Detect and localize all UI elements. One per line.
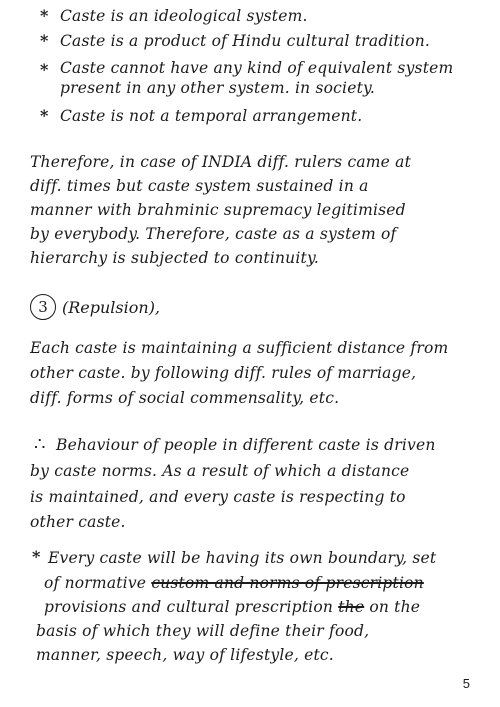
bullet-star-icon: *: [40, 106, 49, 125]
paragraph-line: Every caste will be having its own boundary, set: [48, 549, 437, 567]
section-title: (Repulsion),: [62, 297, 161, 317]
paragraph-line: other caste.: [30, 513, 126, 531]
paragraph-line: manner with brahminic supremacy legitimised: [30, 201, 406, 219]
bullet-line: present in any other system. in society.: [60, 79, 376, 97]
bullet-star-icon: *: [40, 60, 49, 79]
section-number: 3: [30, 294, 56, 320]
bullet-line: Caste is an ideological system.: [60, 7, 308, 25]
section-heading: [30, 294, 160, 320]
line-text: of normative: [44, 574, 147, 592]
paragraph-line: by everybody. Therefore, caste as a system of: [30, 225, 397, 243]
paragraph-line: by caste norms. As a result of which a distance: [30, 462, 410, 480]
bullet-star-icon: *: [32, 547, 41, 566]
paragraph-line: [44, 573, 424, 593]
page-number: 5: [462, 676, 470, 691]
paragraph-line: diff. forms of social commensality, etc.: [30, 389, 340, 407]
line-text: on the: [369, 598, 421, 616]
paragraph-line: is maintained, and every caste is respecting to: [30, 488, 406, 506]
bullet-line: Caste is not a temporal arrangement.: [60, 107, 363, 125]
paragraph-line: manner, speech, way of lifestyle, etc.: [36, 646, 334, 664]
paragraph-line: basis of which they will define their food,: [36, 622, 370, 640]
paragraph-line: [44, 597, 420, 617]
struck-text: custom and norms of prescription: [151, 574, 424, 592]
struck-text: the: [338, 598, 365, 616]
bullet-line: Caste cannot have any kind of equivalent system: [60, 59, 454, 77]
line-text: provisions and cultural prescription: [44, 598, 334, 616]
bullet-line: Caste is a product of Hindu cultural tradition.: [60, 32, 431, 50]
paragraph-line: Each caste is maintaining a sufficient distance from: [30, 339, 449, 357]
paragraph-line: diff. times but caste system sustained in a: [30, 177, 369, 195]
paragraph-line: Therefore, in case of INDIA diff. rulers came at: [30, 153, 412, 171]
bullet-star-icon: *: [40, 31, 49, 50]
paragraph-line: Behaviour of people in different caste is driven: [56, 436, 436, 454]
paragraph-line: hierarchy is subjected to continuity.: [30, 249, 319, 267]
paragraph-line: other caste. by following diff. rules of marriage,: [30, 364, 417, 382]
bullet-star-icon: *: [40, 6, 49, 25]
therefore-symbol: ∴: [34, 434, 46, 455]
